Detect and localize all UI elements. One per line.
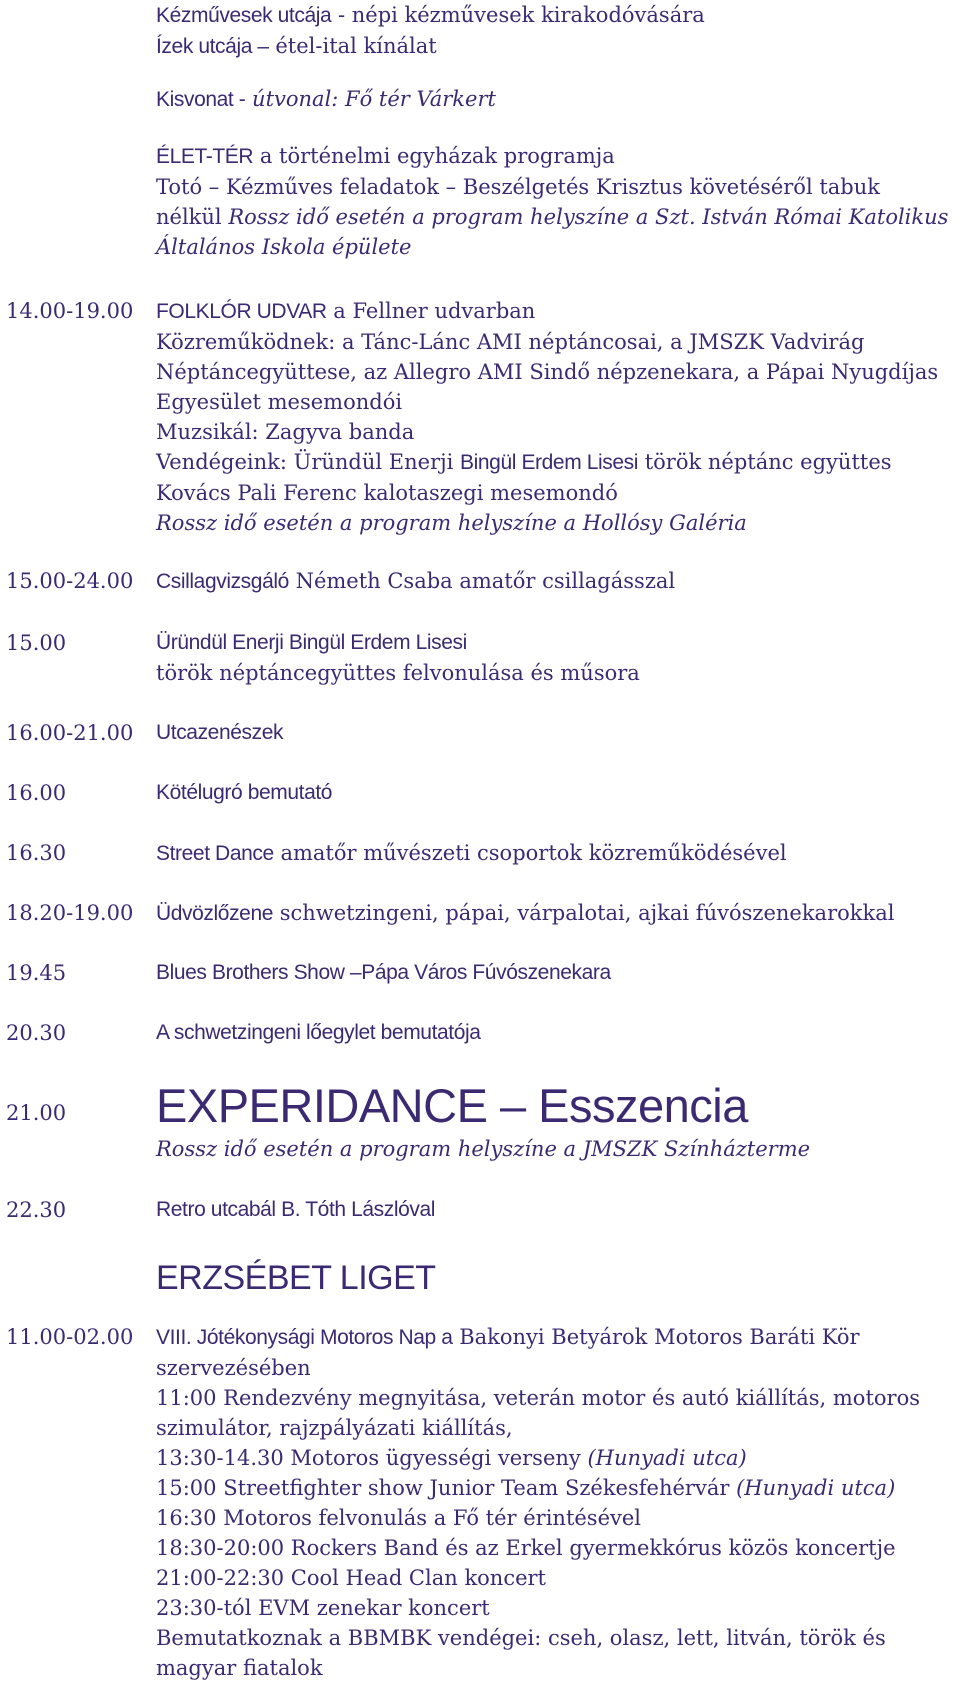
moto-line-1 <box>156 1322 960 1353</box>
folklor-line-3: Néptáncegyüttese, az Allegro AMI Sindő népzenekara, a Pápai Nyugdíjas <box>156 360 939 384</box>
line-kezmuvesek <box>156 0 960 31</box>
street-text: amatőr művészeti csoportok közreműködésével <box>273 841 787 865</box>
section-title: ERZSÉBET LIGET <box>156 1259 436 1297</box>
moto-line-8: 18:30-20:00 Rockers Band és az Erkel gyermekkórus közös koncertje <box>156 1536 896 1560</box>
line-kisvonat <box>156 84 960 115</box>
csillag-title: Csillagvizsgáló <box>156 570 289 593</box>
moto-line-9: 21:00-22:30 Cool Head Clan koncert <box>156 1566 546 1590</box>
elet-ter-text: a történelmi egyházak programja <box>253 144 615 168</box>
retro-time: 22.30 <box>6 1198 67 1222</box>
moto-line-6-place: (Hunyadi utca) <box>736 1476 896 1500</box>
moto-line-12: magyar fiatalok <box>156 1656 323 1680</box>
folklor-guests-a: Vendégeink: Üründül Enerji <box>156 450 461 474</box>
kotel-title: Kötélugró bemutató <box>156 781 333 804</box>
retro-title: Retro utcabál B. Tóth Lászlóval <box>156 1198 436 1221</box>
moto-title: VIII. Jótékonysági Motoros Nap a <box>156 1326 453 1349</box>
udv-line <box>156 898 960 929</box>
folklor-line-5: Muzsikál: Zagyva banda <box>156 420 415 444</box>
street-title: Street Dance <box>156 842 274 865</box>
moto-line-6 <box>156 1473 960 1503</box>
turk-title: Üründül Enerji Bingül Erdem Lisesi <box>156 631 467 654</box>
folklor-weather-note: Rossz idő esetén a program helyszíne a Hollósy Galéria <box>156 511 747 535</box>
folklor-line-7: Kovács Pali Ferenc kalotaszegi mesemondó <box>156 481 618 505</box>
lo-time: 20.30 <box>6 1021 67 1045</box>
utcazene-title: Utcazenészek <box>156 721 284 744</box>
turk-time: 15.00 <box>6 631 67 655</box>
moto-line-11: Bemutatkoznak a BBMBK vendégei: cseh, olasz, lett, litván, török és <box>156 1626 886 1650</box>
moto-line-5-text: 13:30-14.30 Motoros ügyességi verseny <box>156 1446 588 1470</box>
line-elet-ter <box>156 141 960 172</box>
folklor-line-1 <box>156 296 960 327</box>
csillag-time: 15.00-24.00 <box>6 569 134 593</box>
elet-ter-line-4: Általános Iskola épülete <box>156 235 412 259</box>
blues-title: Blues Brothers Show –Pápa Város Fúvószenekara <box>156 961 611 984</box>
moto-line-6-text: 15:00 Streetfighter show Junior Team Székesfehérvár <box>156 1476 737 1500</box>
folklor-time: 14.00-19.00 <box>6 299 134 323</box>
elet-ter-title: ÉLET-TÉR <box>156 145 254 168</box>
experidance-title: EXPERIDANCE – Esszencia <box>156 1079 748 1132</box>
folklor-title: FOLKLÓR UDVAR <box>156 300 327 323</box>
folklor-guests-b: Bingül Erdem Lisesi <box>460 451 639 474</box>
line-izek <box>156 31 960 62</box>
udv-time: 18.20-19.00 <box>6 901 134 925</box>
kezmuvesek-title: Kézművesek utcája <box>156 4 332 27</box>
moto-line-2: szervezésében <box>156 1356 311 1380</box>
moto-line-3: 11:00 Rendezvény megnyitása, veterán motor és autó kiállítás, motoros <box>156 1386 920 1410</box>
turk-line-2: török néptáncegyüttes felvonulása és műsora <box>156 661 640 685</box>
street-time: 16.30 <box>6 841 67 865</box>
folklor-line-4: Egyesület mesemondói <box>156 390 403 414</box>
udv-title: Üdvözlőzene <box>156 902 274 925</box>
moto-line-10: 23:30-tól EVM zenekar koncert <box>156 1596 490 1620</box>
blues-time: 19.45 <box>6 961 67 985</box>
elet-ter-line-2: Totó – Kézműves feladatok – Beszélgetés Krisztus követéséről tabuk <box>156 175 880 199</box>
moto-line-5 <box>156 1443 960 1473</box>
folklor-location: a Fellner udvarban <box>326 299 536 323</box>
udv-text: schwetzingeni, pápai, várpalotai, ajkai fúvószenekarokkal <box>273 901 895 925</box>
kotel-time: 16.00 <box>6 781 67 805</box>
folklor-line-2: Közreműködnek: a Tánc-Lánc AMI néptáncosai, a JMSZK Vadvirág <box>156 330 865 354</box>
kisvonat-route: útvonal: Fő tér Várkert <box>245 87 496 111</box>
lo-title: A schwetzingeni lőegylet bemutatója <box>156 1021 481 1044</box>
izek-text: étel-ital kínálat <box>268 34 437 58</box>
street-line <box>156 838 960 869</box>
moto-organizer: Bakonyi Betyárok Motoros Baráti Kör <box>452 1325 860 1349</box>
moto-line-5-place: (Hunyadi utca) <box>587 1446 747 1470</box>
elet-ter-line-3 <box>156 202 960 232</box>
utcazene-time: 16.00-21.00 <box>6 721 134 745</box>
kisvonat-title: Kisvonat - <box>156 88 246 111</box>
experidance-time: 21.00 <box>6 1101 67 1125</box>
csillag-text: Németh Csaba amatőr csillagásszal <box>288 569 676 593</box>
kezmuvesek-text: - népi kézművesek kirakodóvására <box>331 3 705 27</box>
folklor-guests-c: török néptánc együttes <box>638 450 892 474</box>
folklor-line-6 <box>156 447 960 478</box>
izek-title: Ízek utcája – <box>156 35 269 58</box>
moto-line-4: szimulátor, rajzpályázati kiállítás, <box>156 1416 513 1440</box>
csillag-line <box>156 566 960 597</box>
moto-line-7: 16:30 Motoros felvonulás a Fő tér érintésével <box>156 1506 642 1530</box>
moto-time: 11.00-02.00 <box>6 1325 134 1349</box>
elet-ter-nelkul: nélkül <box>156 205 229 229</box>
elet-ter-weather-note: Rossz idő esetén a program helyszíne a Szt. István Római Katolikus <box>228 205 949 229</box>
experidance-weather-note: Rossz idő esetén a program helyszíne a JMSZK Színházterme <box>156 1137 811 1161</box>
